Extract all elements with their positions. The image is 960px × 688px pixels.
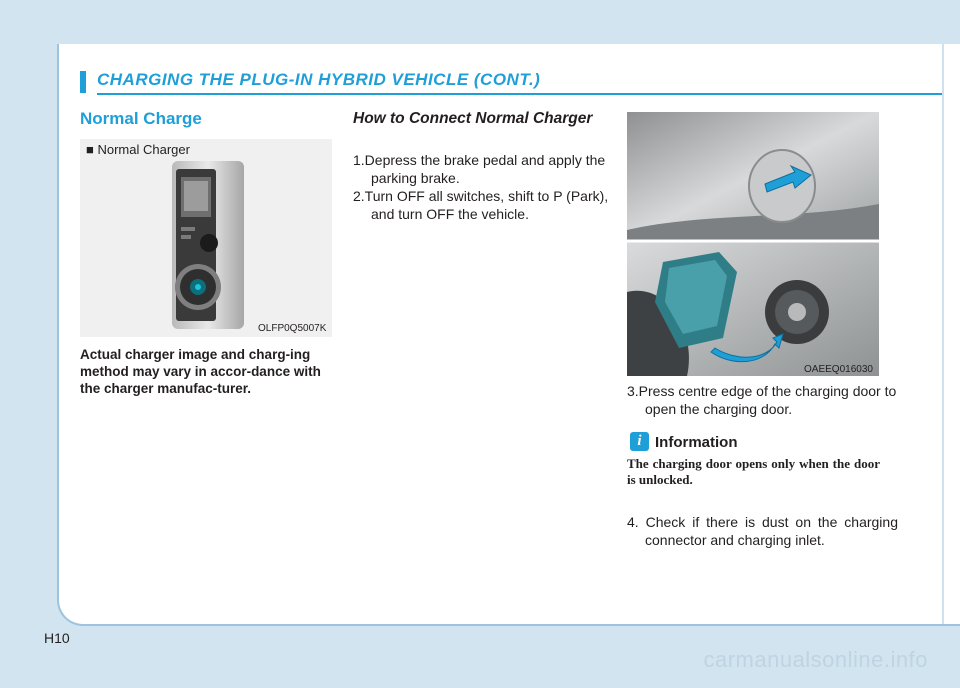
info-icon: i — [630, 432, 649, 451]
step-4: 4. Check if there is dust on the charging connector and charging inlet. — [627, 514, 898, 548]
panel-right-edge — [942, 44, 944, 624]
connect-charger-heading: How to Connect Normal Charger — [353, 110, 593, 127]
watermark: carmanualsonline.info — [703, 647, 928, 672]
information-text: The charging door opens only when the door is unlocked. — [627, 456, 880, 487]
information-title: Information — [655, 434, 738, 451]
section-title-rule — [97, 93, 942, 95]
section-title-marker — [80, 71, 86, 93]
section-title: CHARGING THE PLUG-IN HYBRID VEHICLE (CONT.) — [97, 70, 541, 89]
step-2: 2.Turn OFF all switches, shift to P (Park), and turn OFF the vehicle. — [353, 188, 609, 222]
charger-illustration — [80, 139, 332, 337]
charging-door-figure — [627, 112, 879, 376]
charging-door-illustration — [627, 112, 879, 376]
normal-charge-heading: Normal Charge — [80, 109, 202, 128]
page-number: H10 — [44, 630, 70, 646]
step-1: 1.Depress the brake pedal and apply the parking brake. — [353, 152, 606, 186]
figure-code-charger: OLFP0Q5007K — [258, 323, 327, 334]
figure-caption-normal-charger: ■ Normal Charger — [86, 142, 190, 157]
normal-charger-figure — [80, 139, 332, 337]
step-3: 3.Press centre edge of the charging door to open the charging door. — [627, 383, 897, 417]
charger-note: Actual charger image and charg-ing method may vary in accor-dance with the charger manufac-turer. — [80, 347, 321, 396]
figure-code-charging-door: OAEEQ016030 — [804, 364, 873, 375]
